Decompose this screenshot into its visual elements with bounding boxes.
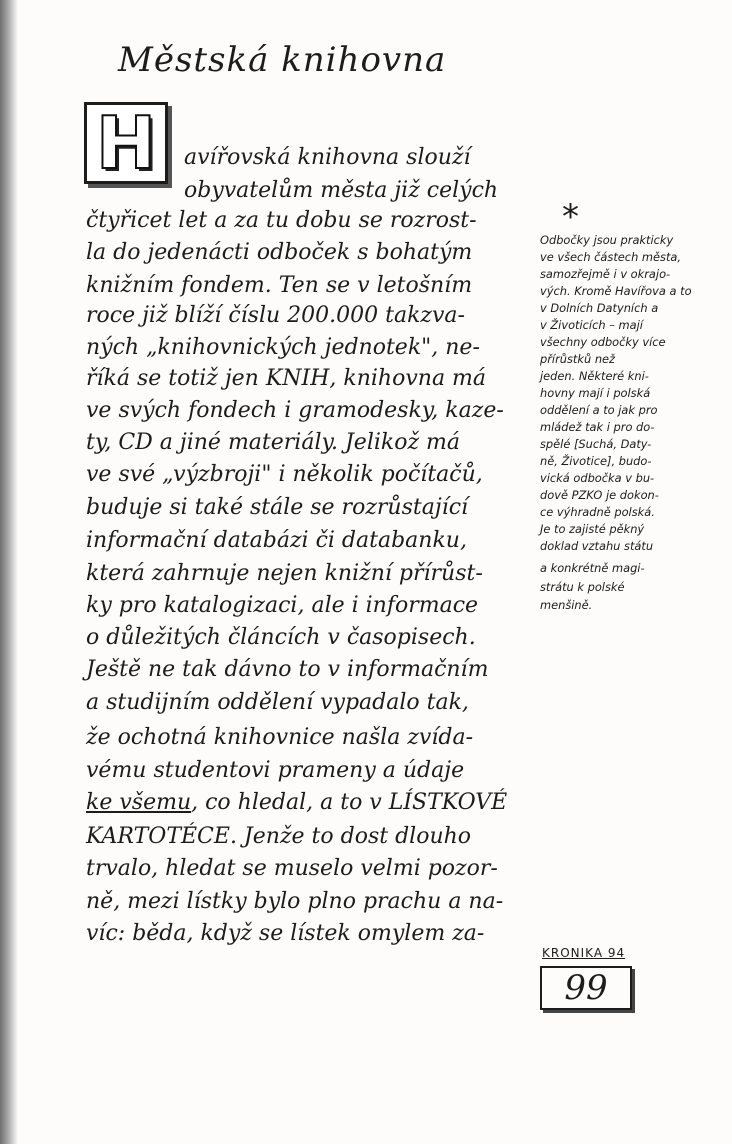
body-line: ných „knihovnických jednotek", ne- <box>86 335 480 360</box>
side-note-line: strátu k polské <box>540 580 625 594</box>
body-line: trvalo, hledat se muselo velmi pozor- <box>86 856 498 881</box>
body-line: říká se totiž jen KNIH, knihovna má <box>86 366 487 391</box>
side-note-line: samozřejmě i v okrajo- <box>540 267 671 281</box>
side-note-line: ce výhradně polská. <box>540 505 655 519</box>
side-note-line: všechny odbočky více <box>540 335 666 349</box>
underlined-phrase: ke všemu <box>86 790 192 815</box>
side-note-line: oddělení a to jak pro <box>540 403 658 417</box>
drop-cap-box <box>84 102 168 184</box>
body-line: ky pro katalogizaci, ale i informace <box>86 593 479 618</box>
side-note-line: přírůstků než <box>540 352 616 366</box>
side-note-line: mládež tak i pro do- <box>540 420 655 434</box>
book-gutter-shadow <box>0 0 18 1144</box>
side-note-line: ve všech částech města, <box>540 250 682 264</box>
body-line: KARTOTÉCE. Jenže to dost dlouho <box>86 824 472 849</box>
page-number: 99 <box>564 968 608 1008</box>
body-line: o důležitých článcích v časopisech. <box>86 625 476 650</box>
body-line: ve své „výzbroji" i několik počítačů, <box>86 462 483 487</box>
chronicle-label: KRONIKA 94 <box>542 946 626 960</box>
side-note-line: v Životicích – mají <box>540 318 643 332</box>
body-line: roce již blíží číslu 200.000 takzva- <box>86 303 465 328</box>
side-note-line: spělé [Suchá, Daty- <box>540 437 652 451</box>
body-line: víc: běda, když se lístek omylem za- <box>86 921 485 946</box>
body-line: čtyřicet let a za tu dobu se rozrost- <box>86 208 477 233</box>
body-line: ty, CD a jiné materiály. Jelikož má <box>86 430 461 455</box>
side-note-line: Je to zajisté pěkný <box>540 522 645 536</box>
body-line-underlined <box>86 792 507 814</box>
drop-cap-letter: H <box>95 101 157 185</box>
side-note-line: menšině. <box>540 598 593 612</box>
side-note-line: vická odbočka v bu- <box>540 471 655 485</box>
body-line: buduje si také stále se rozrůstající <box>86 495 469 520</box>
body-line: ve svých fondech i gramodesky, kaze- <box>86 398 504 423</box>
body-line: knižním fondem. Ten se v letošním <box>86 273 473 298</box>
body-line: ně, mezi lístky bylo plno prachu a na- <box>86 889 504 914</box>
page-title: Městská knihovna <box>118 40 447 80</box>
body-line: že ochotná knihovnice našla zvída- <box>86 725 474 750</box>
side-note-line: jeden. Některé kni- <box>540 369 649 383</box>
body-line: avířovská knihovna slouží <box>184 145 471 170</box>
body-line: Ještě ne tak dávno to v informačním <box>86 657 489 682</box>
side-note-line: hovny mají i polská <box>540 386 651 400</box>
body-line: obyvatelům města již celých <box>184 178 499 203</box>
side-note-line: doklad vztahu státu <box>540 539 654 553</box>
side-note-line: a konkrétně magi- <box>540 561 645 575</box>
body-line: a studijním oddělení vypadalo tak, <box>86 690 469 715</box>
page-number-box <box>540 966 632 1010</box>
body-line: informační databázi či databanku, <box>86 528 467 553</box>
side-note-line: Odbočky jsou prakticky <box>540 233 674 247</box>
side-note-asterisk: * <box>562 197 579 237</box>
side-note-line: v Dolních Datyních a <box>540 301 659 315</box>
body-line-rest: , co hledal, a to v LÍSTKOVÉ <box>191 790 508 815</box>
body-line: která zahrnuje nejen knižní přírůst- <box>86 561 483 586</box>
side-note-line: vých. Kromě Havířova a to <box>540 284 692 298</box>
side-note-line: dově PZKO je dokon- <box>540 488 659 502</box>
body-line: la do jedenácti odboček s bohatým <box>86 240 473 265</box>
body-line: vému studentovi prameny a údaje <box>86 758 465 783</box>
side-note-line: ně, Životice], budo- <box>540 454 652 468</box>
